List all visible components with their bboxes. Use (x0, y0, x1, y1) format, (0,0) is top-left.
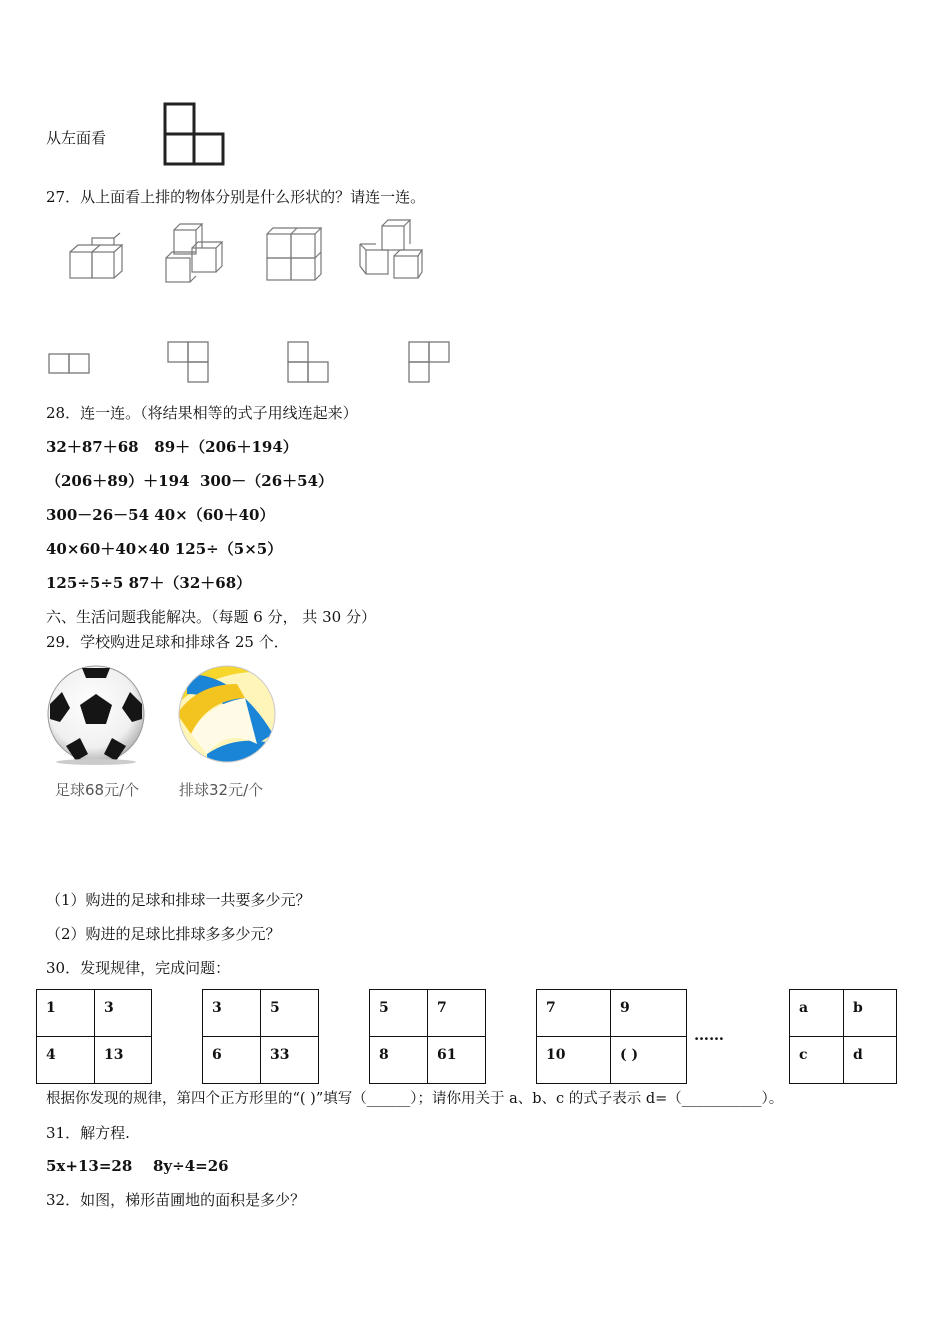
q28-left-expr: 32＋87＋68 (46, 438, 139, 456)
q28-row (46, 471, 333, 491)
section-6-title: 六、生活问题我能解决。（每题 6 分， 共 30 分） (46, 608, 376, 626)
top-view-4 (407, 340, 453, 386)
cube-figure-2 (164, 226, 226, 286)
left-view-figure (162, 101, 226, 167)
q28-title: 28．连一连。（将结果相等的式子用线连起来） (46, 404, 358, 422)
q28-left-expr: 40×60＋40×40 (46, 540, 170, 558)
square-cell: 3 (203, 990, 261, 1037)
q28-row (46, 539, 282, 559)
square-cell: c (790, 1037, 844, 1084)
q27-title: 27．从上面看上排的物体分别是什么形状的？请连一连。 (46, 188, 426, 206)
square-cell: 4 (37, 1037, 95, 1084)
q28-row (46, 505, 275, 525)
square-cell: 61 (428, 1037, 486, 1084)
top-view-2 (167, 340, 211, 384)
square-cell: 9 (611, 990, 687, 1037)
square-cell: 33 (261, 1037, 319, 1084)
q30-ellipsis: …… (694, 1026, 724, 1044)
square-cell: 7 (428, 990, 486, 1037)
pattern-square-general (789, 989, 897, 1084)
football-price-caption: 足球68元/个 (55, 781, 140, 799)
q28-left-expr: （206＋89）＋194 (46, 472, 190, 490)
q30-question: 根据你发现的规律，第四个正方形里的“( )”填写（______）；请你用关于 a、b、c 的式子表示 d=（___________）。 (46, 1091, 784, 1107)
q28-right-expr: 87＋（32＋68） (128, 574, 252, 592)
square-cell: b (844, 990, 897, 1037)
square-cell: 1 (37, 990, 95, 1037)
q31-title: 31．解方程. (46, 1124, 130, 1142)
square-cell: 3 (95, 990, 152, 1037)
top-view-1 (48, 352, 92, 376)
q30-title: 30．发现规律，完成问题： (46, 959, 231, 977)
square-cell: 8 (370, 1037, 428, 1084)
q32-title: 32．如图，梯形苗圃地的面积是多少？ (46, 1191, 306, 1209)
square-cell: 10 (537, 1037, 611, 1084)
q28-left-expr: 125÷5÷5 (46, 574, 124, 592)
square-cell: 13 (95, 1037, 152, 1084)
q28-right-expr: 300－（26＋54） (199, 472, 334, 490)
cube-figure-4 (360, 218, 424, 284)
q28-row (46, 573, 251, 593)
left-view-label: 从左面看 (46, 129, 107, 147)
q28-left-expr: 300－26－54 (46, 506, 150, 524)
square-cell: a (790, 990, 844, 1037)
pattern-square-3 (369, 989, 486, 1084)
volleyball-icon (177, 664, 279, 766)
square-cell: 5 (370, 990, 428, 1037)
q29-title: 29．学校购进足球和排球各 25 个． (46, 633, 289, 651)
volleyball-price-caption: 排球32元/个 (179, 781, 264, 799)
q28-right-expr: 89＋（206＋194） (154, 438, 298, 456)
q29-sub1: （1）购进的足球和排球一共要多少元？ (46, 891, 311, 909)
square-cell: 7 (537, 990, 611, 1037)
square-cell: 6 (203, 1037, 261, 1084)
square-cell: 5 (261, 990, 319, 1037)
cube-figure-1 (68, 236, 124, 282)
pattern-square-4 (536, 989, 687, 1084)
q31-equation-2: 8y÷4=26 (153, 1157, 229, 1175)
q31-equation-1: 5x+13=28 (46, 1157, 133, 1175)
q28-right-expr: 125÷（5×5） (174, 540, 283, 558)
football-icon (46, 664, 148, 766)
pattern-square-1 (36, 989, 152, 1084)
cube-figure-3 (265, 226, 321, 284)
q29-sub2: （2）购进的足球比排球多多少元？ (46, 925, 281, 943)
square-cell: ( ) (611, 1037, 687, 1084)
square-cell: d (844, 1037, 897, 1084)
q28-row (46, 437, 298, 457)
top-view-3 (286, 340, 332, 384)
pattern-square-2 (202, 989, 319, 1084)
q28-right-expr: 40×（60＋40） (154, 506, 275, 524)
